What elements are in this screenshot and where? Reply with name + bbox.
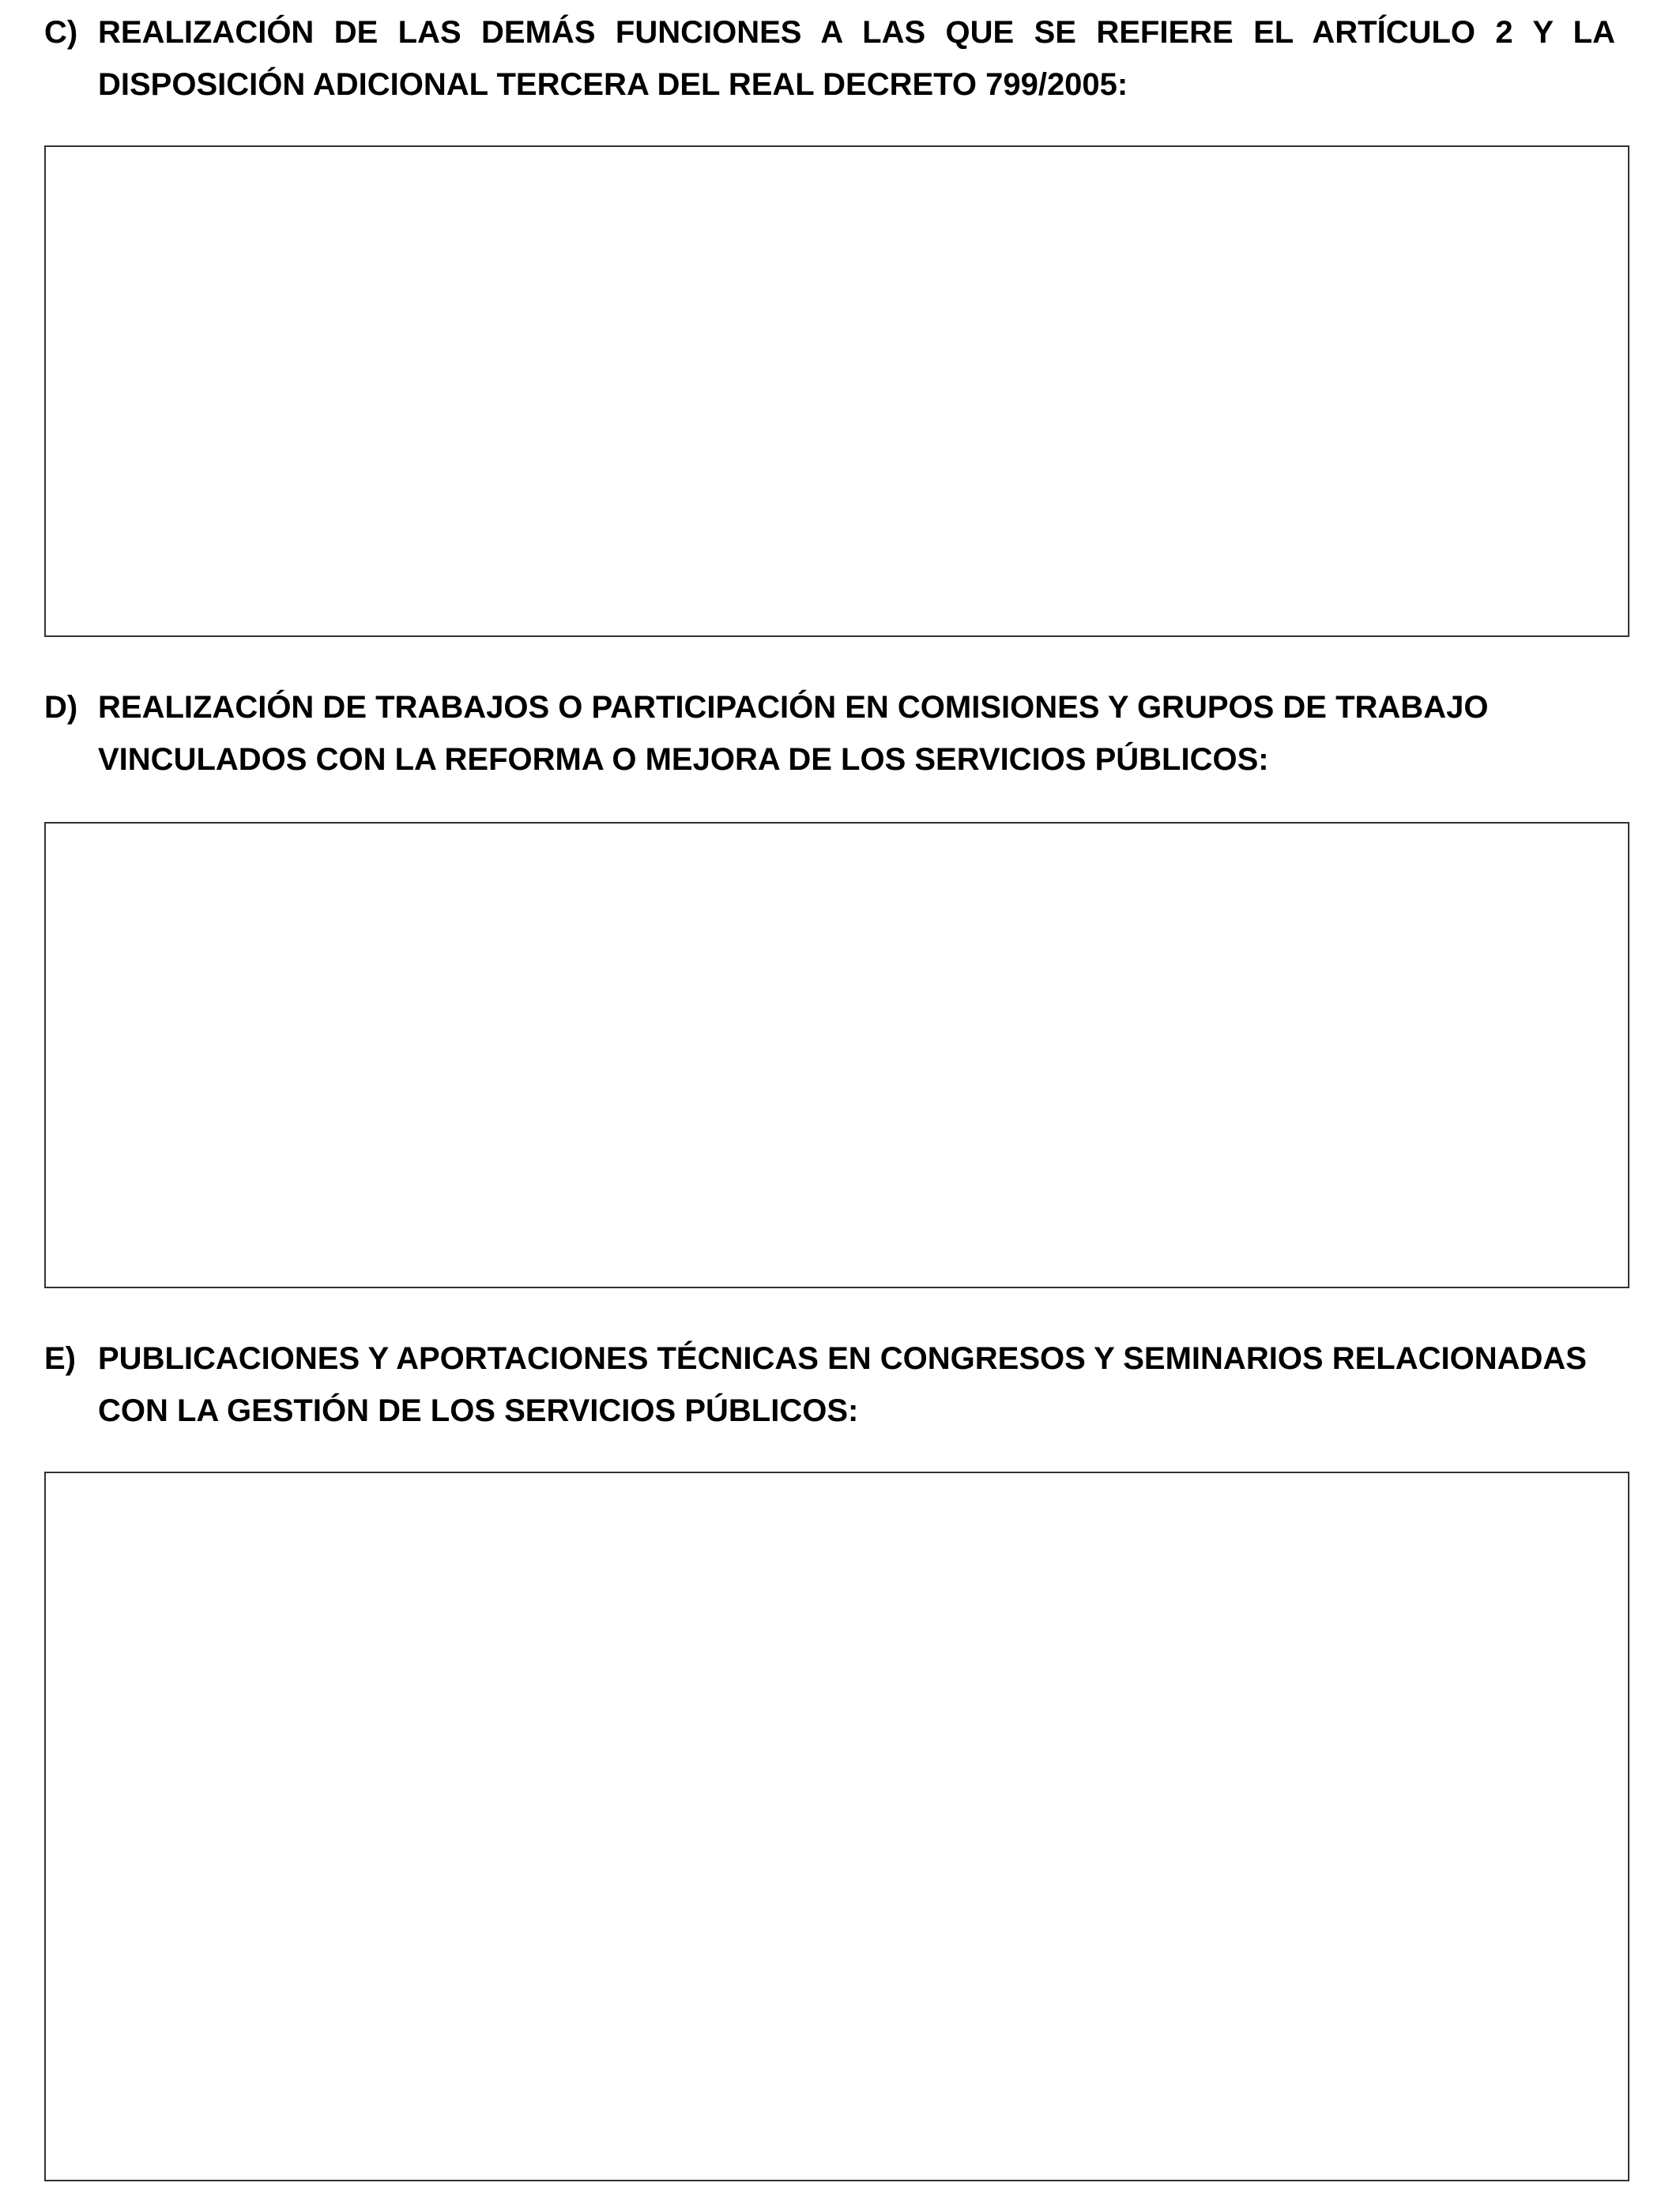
section-e-title-line-1: PUBLICACIONES Y APORTACIONES TÉCNICAS EN CONGRESOS Y SEMINARIOS RELACIONADAS [98,1341,1587,1376]
section-c-title-line-2: DISPOSICIÓN ADICIONAL TERCERA DEL REAL DECRETO 799/2005: [98,67,1128,102]
section-c-letter: C) [44,15,78,50]
section-c-answer-box[interactable] [44,145,1629,637]
section-e-title-line-2: CON LA GESTIÓN DE LOS SERVICIOS PÚBLICOS: [98,1393,859,1428]
section-d-title-line-1: REALIZACIÓN DE TRABAJOS O PARTICIPACIÓN EN COMISIONES Y GRUPOS DE TRABAJO [98,690,1489,725]
section-c-title-line-1: REALIZACIÓN DE LAS DEMÁS FUNCIONES A LAS QUE SE REFIERE EL ARTÍCULO 2 Y LA [98,15,1615,50]
section-c-title [98,6,1615,111]
section-d-answer-box[interactable] [44,822,1629,1288]
section-d-letter: D) [44,690,78,725]
section-e-answer-box[interactable] [44,1472,1629,2181]
section-d-title [98,681,1615,786]
section-e-letter: E) [44,1341,76,1376]
section-e-title [98,1333,1615,1437]
section-d-title-line-2: VINCULADOS CON LA REFORMA O MEJORA DE LOS SERVICIOS PÚBLICOS: [98,742,1269,777]
